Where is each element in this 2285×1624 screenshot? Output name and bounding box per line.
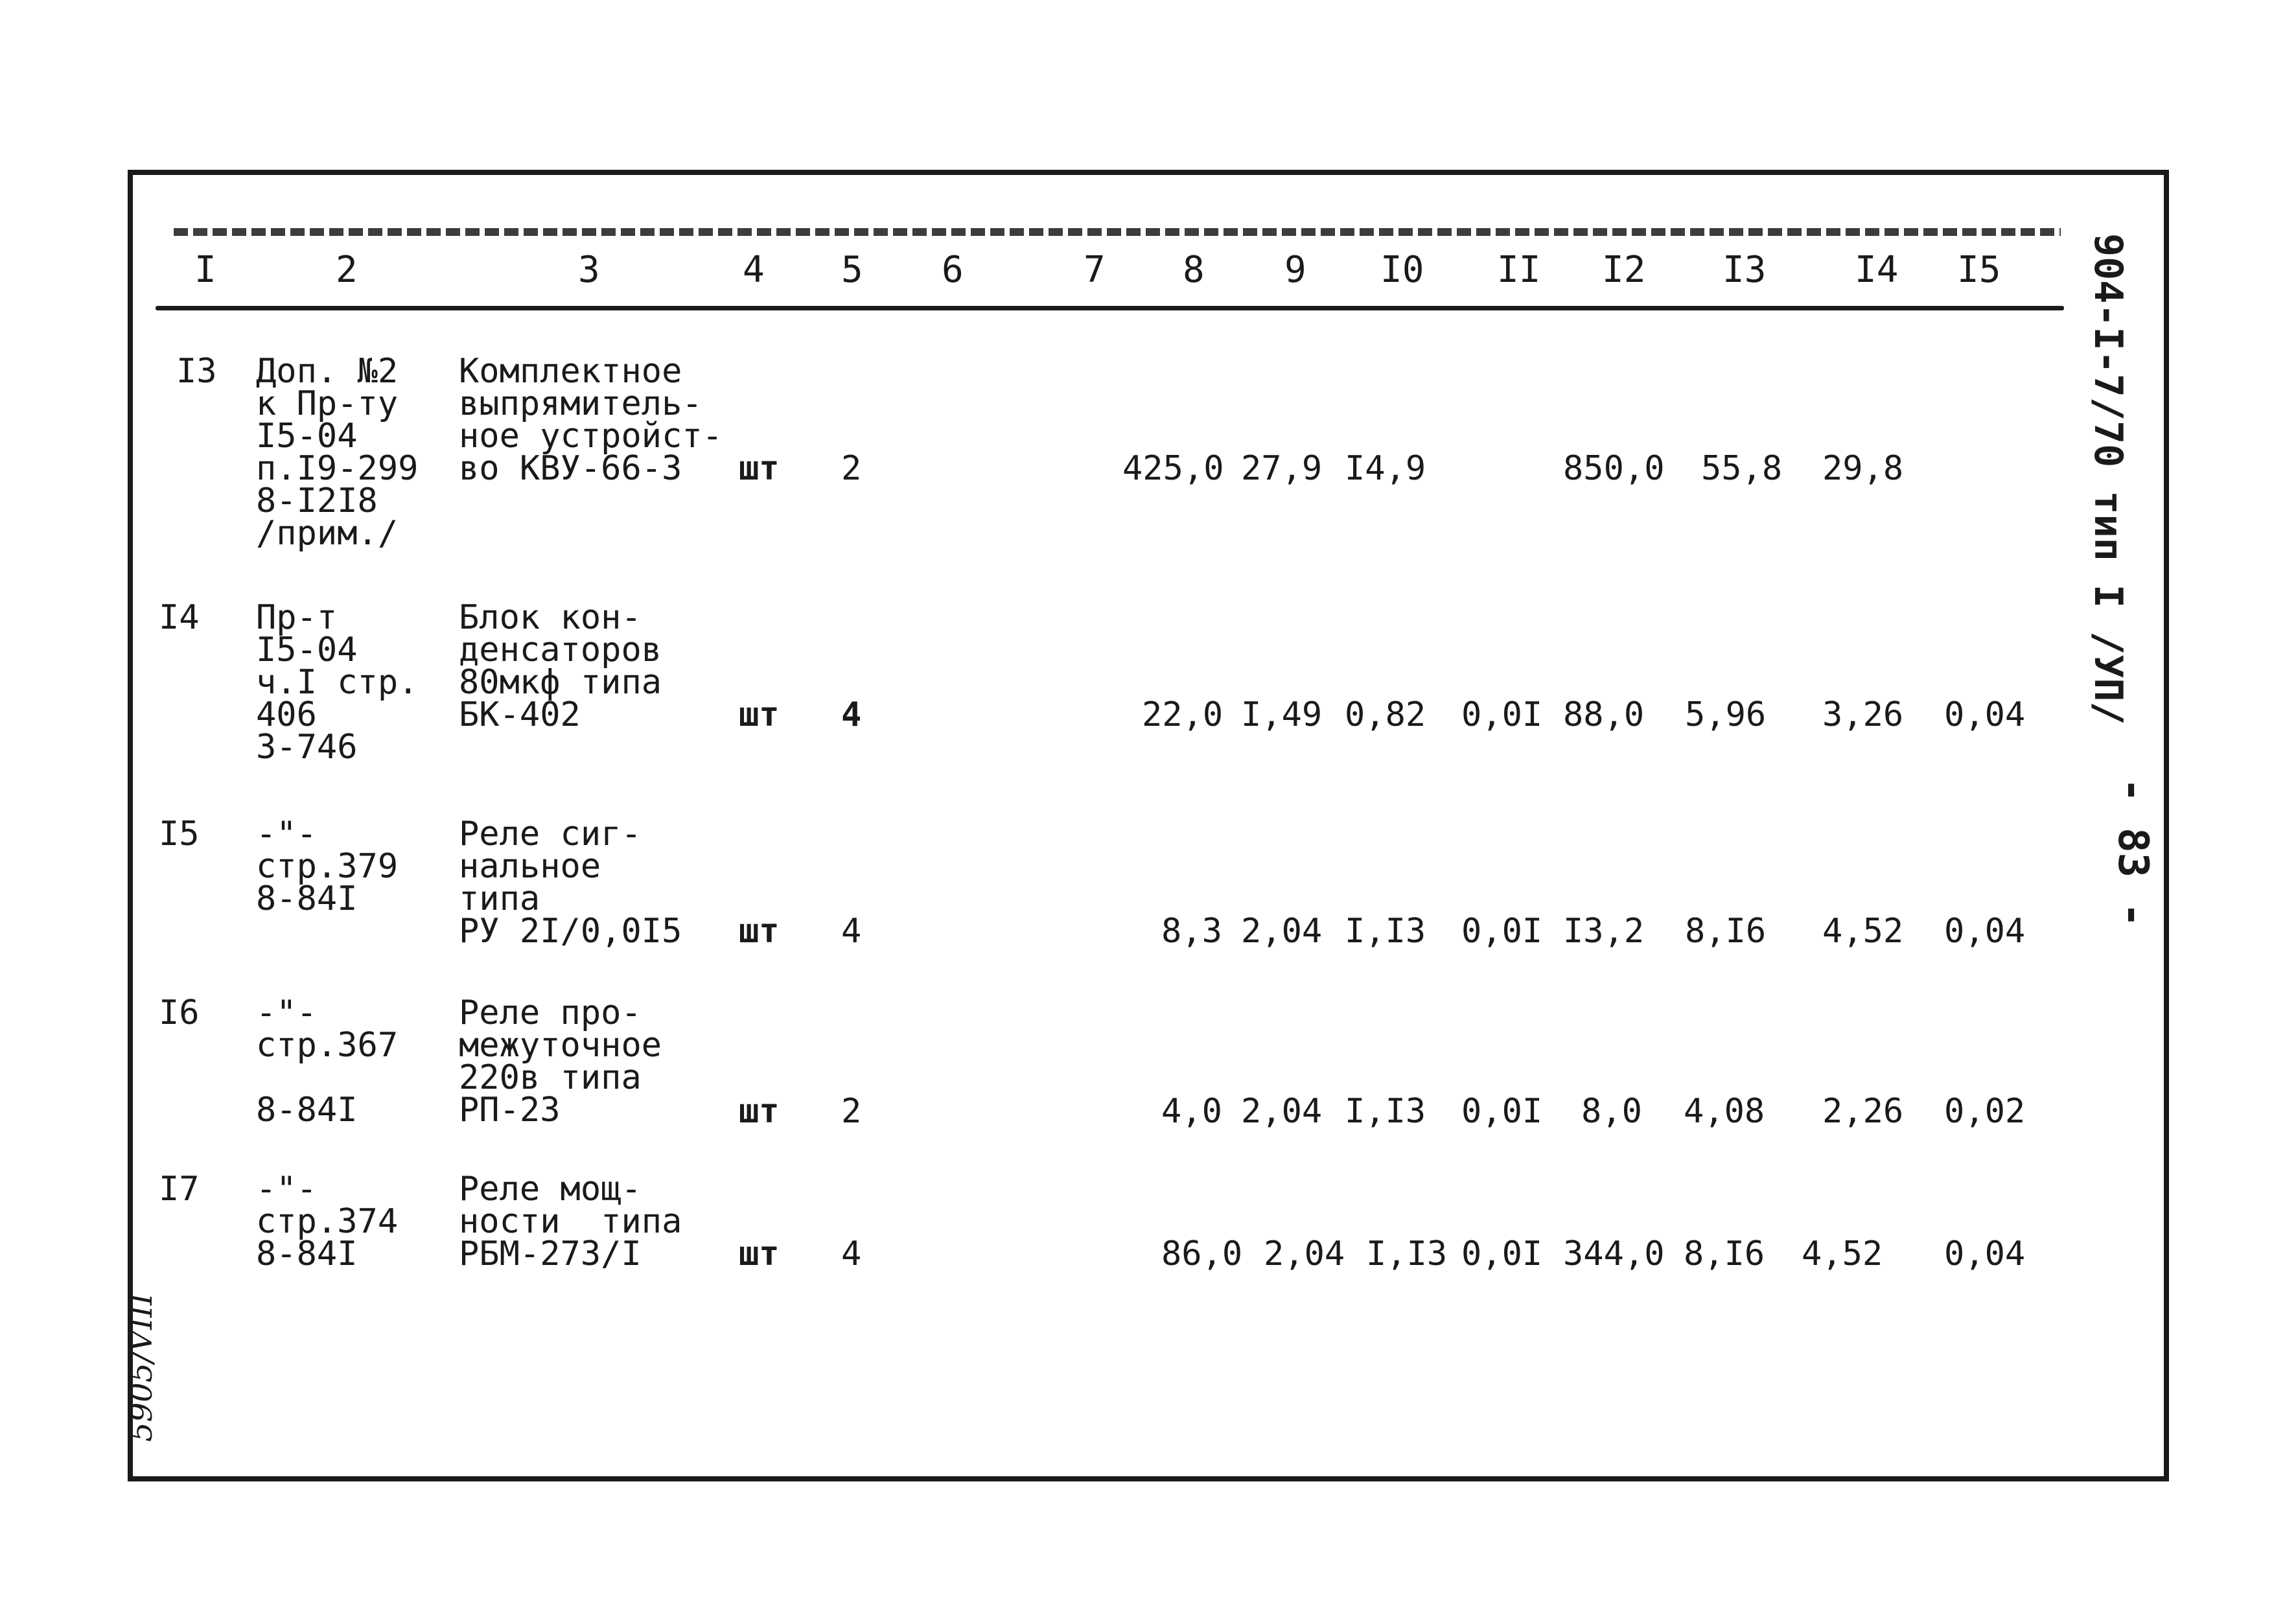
document-code: 904-I-7/70 тип I /УП/ [2085,233,2131,725]
row-13-ref: Доп. №2 к Пр-ту I5-04 п.I9-299 8-I2I8 /прим./ [256,352,419,553]
row-17-col10: I,I3 [1366,1235,1448,1273]
row-16-col14: 2,26 [1822,1092,1904,1131]
row-14-unit: шт [739,695,780,734]
row-14-col15: 0,04 [1944,695,2026,734]
table-frame [128,170,2169,1481]
row-14-number: I4 [159,598,200,637]
row-17-col15: 0,04 [1944,1235,2026,1273]
row-14-col14: 3,26 [1822,695,1904,734]
header-col-7: 7 [1084,249,1106,291]
row-14-col9: I,49 [1241,695,1323,734]
row-17-col11: 0,0I [1461,1235,1543,1273]
row-16-col10: I,I3 [1345,1092,1426,1131]
row-14-col8: 22,0 [1142,695,1224,734]
header-col-9: 9 [1284,249,1306,291]
header-col-11: II [1497,249,1541,291]
row-13-name: Комплектное выпрямитель- ное устройст- во КВУ-66-3 [459,352,723,488]
row-16-name: Реле про- межуточное 220в типа РП-23 [459,993,662,1130]
row-13-col9: 27,9 [1241,449,1323,488]
row-16-col13: 4,08 [1684,1092,1765,1131]
header-col-13: I3 [1722,249,1767,291]
row-14-col13: 5,96 [1685,695,1767,734]
row-17-name: Реле мощ- ности типа РБМ-273/I [459,1170,682,1273]
row-16-col15: 0,02 [1944,1092,2026,1131]
header-col-2: 2 [336,249,358,291]
row-17-number: I7 [159,1170,200,1209]
header-col-6: 6 [942,249,964,291]
row-14-name: Блок кон- денсаторов 80мкф типа БК-402 [459,598,662,734]
row-17-unit: шт [739,1235,780,1273]
header-col-14: I4 [1855,249,1899,291]
header-rule [156,306,2064,310]
row-16-col12: 8,0 [1581,1092,1642,1131]
row-15-col13: 8,I6 [1685,912,1767,951]
row-13-col10: I4,9 [1345,449,1426,488]
row-15-name: Реле сиг- нальное типа РУ 2I/0,0I5 [459,815,682,951]
row-15-col11: 0,0I [1461,912,1543,951]
row-17-qty: 4 [841,1235,862,1273]
row-13-qty: 2 [841,449,862,488]
row-13-col13: 55,8 [1701,449,1783,488]
header-col-1: I [194,249,216,291]
row-15-col9: 2,04 [1241,912,1323,951]
header-col-15: I5 [1957,249,2001,291]
row-13-number: I3 [176,352,217,391]
row-17-col13: 8,I6 [1684,1235,1765,1273]
header-col-5: 5 [841,249,863,291]
row-15-col10: I,I3 [1345,912,1426,951]
row-14-qty: 4 [841,695,862,734]
row-17-col8: 86,0 [1161,1235,1243,1273]
row-15-qty: 4 [841,912,862,951]
row-17-col9: 2,04 [1264,1235,1345,1273]
row-15-col8: 8,3 [1161,912,1222,951]
row-17-ref: -"- стр.374 8-84I [256,1170,399,1273]
row-14-ref: Пр-т I5-04 ч.I стр. 406 3-746 [256,598,419,767]
header-col-8: 8 [1183,249,1205,291]
row-16-ref: -"- стр.367 8-84I [256,993,399,1130]
row-14-col11: 0,0I [1461,695,1543,734]
row-15-col15: 0,04 [1944,912,2026,951]
row-15-number: I5 [159,815,200,853]
row-13-col8: 425,0 [1122,449,1224,488]
row-16-number: I6 [159,993,200,1032]
row-16-col9: 2,04 [1241,1092,1323,1131]
row-15-unit: шт [739,912,780,951]
archive-stamp: 5905/VIII [123,1293,159,1442]
row-13-unit: шт [739,449,780,488]
row-15-col14: 4,52 [1822,912,1904,951]
row-16-col8: 4,0 [1161,1092,1222,1131]
row-14-col12: 88,0 [1563,695,1645,734]
row-16-qty: 2 [841,1092,862,1131]
header-col-4: 4 [743,249,765,291]
row-13-col14: 29,8 [1822,449,1904,488]
row-17-col14: 4,52 [1802,1235,1883,1273]
row-16-col11: 0,0I [1461,1092,1543,1131]
row-17-col12: 344,0 [1563,1235,1665,1273]
page-number: - 83 - [2109,778,2157,928]
row-15-col12: I3,2 [1563,912,1645,951]
row-14-col10: 0,82 [1345,695,1426,734]
row-13-col12: 850,0 [1563,449,1665,488]
header-col-10: I0 [1380,249,1424,291]
header-col-12: I2 [1602,249,1646,291]
header-col-3: 3 [578,249,600,291]
row-15-ref: -"- стр.379 8-84I [256,815,399,918]
row-16-unit: шт [739,1092,780,1131]
header-dash-line [174,228,2061,236]
